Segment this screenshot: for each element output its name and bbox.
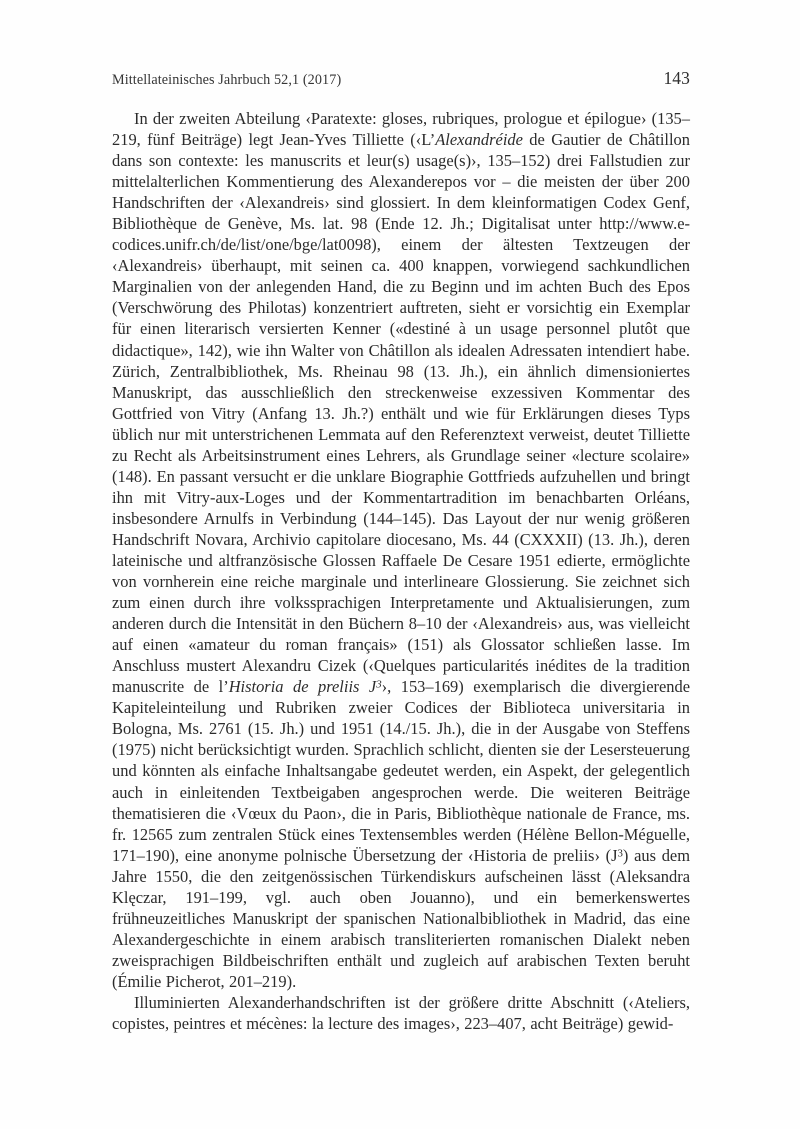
body-textblock xyxy=(112,108,690,1034)
italic-title-run: Historia de preliis J xyxy=(228,677,377,697)
running-head xyxy=(112,68,690,89)
superscript-run: 3 xyxy=(617,847,623,860)
superscript-run: 3 xyxy=(376,678,382,691)
italic-title-run: Alexandréide xyxy=(435,130,523,150)
page-number: 143 xyxy=(663,68,690,88)
running-head-journal-title: Mittellateinisches Jahrbuch 52,1 (2017) xyxy=(112,72,342,88)
paragraph: In der zweiten Abteilung ‹Paratexte: gloses, rubriques, prologue et épilogue› (135–219, fünf Beiträge) legt Jean-Yves Tilliette (‹L’Alexandréide de Gautier de Châtillon dans son contexte: les manuscrits et leur(s) usage(s)›, 135–152) drei Fallstudien zur mittelalterlichen Kommentierung des Alexanderepos vor – die meisten der über 200 Handschriften der ‹Alexandreis› sind glossiert. In dem kleinformatigen Codex Genf, Bibliothèque de Genève, Ms. lat. 98 (Ende 12. Jh.; Digitalisat unter http://www.e-codices.unifr.ch/de/list/one/bge/lat0098), einem der ältesten Textzeugen der ‹Alexandreis› überhaupt, mit seinen ca. 400 knappen, vorwiegend sachkundlichen Marginalien von der anlegenden Hand, die zu Beginn und im achten Buch des Epos (Verschwörung des Philotas) konzentriert auftreten, sieht er vorsichtig ein Exemplar für einen literarisch versierten Kenner («destiné à un usage personnel plutôt que didactique», 142), wie ihn Walter von Châtillon als idealen Adressaten intendiert habe. Zürich, Zentralbibliothek, Ms. Rheinau 98 (13. Jh.), ein ähnlich dimensioniertes Manuskript, das ausschließlich den streckenweise exzessiven Kommentar des Gottfried von Vitry (Anfang 13. Jh.?) enthält und wie für Erklärungen dieses Typs üblich nur mit unterstrichenen Lemmata auf den Referenztext verweist, deutet Tilliette zu Recht als Arbeitsinstrument eines Lehrers, als Grundlage seiner «lecture scolaire» (148). En passant versucht er die unklare Biographie Gottfrieds aufzuhellen und bringt ihn mit Vitry-aux-Loges und der Kommentartradition im benachbarten Orléans, insbesondere Arnulfs in Verbindung (144–145). Das Layout der nur wenig größeren Handschrift Novara, Archivio capitolare diocesano, Ms. 44 (CXXXII) (13. Jh.), deren lateinische und altfranzösische Glossen Raffaele De Cesare 1951 edierte, ermöglichte von vornherein eine reiche marginale und interlineare Glossierung. Sie zeichnet sich zum einen durch ihre volkssprachigen Interpretamente und Aktualisierungen, zum anderen durch die Intensität in den Büchern 8–10 der ‹Alexandreis› aus, was vielleicht auf einen «amateur du roman français» (151) als Glossator schließen lasse. Im Anschluss mustert Alexandru Cizek (‹Quelques particularités inédites de la tradition manuscrite de l’Historia de preliis $J^3›$, 153–169) exemplarisch die divergierende Kapiteleinteilung und Rubriken zweier Codices der Biblioteca universitaria in Bologna, Ms. 2761 (15. Jh.) und 1951 (14./15. Jh.), die in der Ausgabe von Steffens (1975) nicht berücksichtigt wurden. Sprachlich schlicht, dienten sie der Lesersteuerung und könnten als einfache Inhaltsangabe gedeutet werden, ein Aspekt, der gelegentlich auch in einleitenden Textbeigaben angesprochen werde. Die weiteren Beiträge thematisieren die ‹Vœux du Paon›, die in Paris, Bibliothèque nationale de France, ms. fr. 12565 zum zentralen Stück eines Textensembles werden (Hélène Bellon-Méguelle, 171–190), eine anonyme polnische Übersetzung der ‹Historia de preliis› $(J^3)$ aus dem Jahre 1550, die den zeitgenössischen Türkendiskurs aufscheinen lässt (Aleksandra Klęczar, 191–199, vgl. auch oben Jouanno), und ein bemerkenswertes frühneuzeitliches Manuskript der spanischen Nationalbibliothek in Madrid, das eine Alexandergeschichte in einem arabisch transliterierten romanischen Dialekt neben zweisprachigen Bildbeischriften enthält und zugleich auf arabischen Texten beruht (Émilie Picherot, 201–219). xyxy=(112,109,691,991)
paragraph: Illuminierten Alexanderhandschriften ist der größere dritte Abschnitt (‹Ateliers, copistes, peintres et mécènes: la lecture des images›, 223–407, acht Beiträge) gewid- xyxy=(112,992,690,1034)
